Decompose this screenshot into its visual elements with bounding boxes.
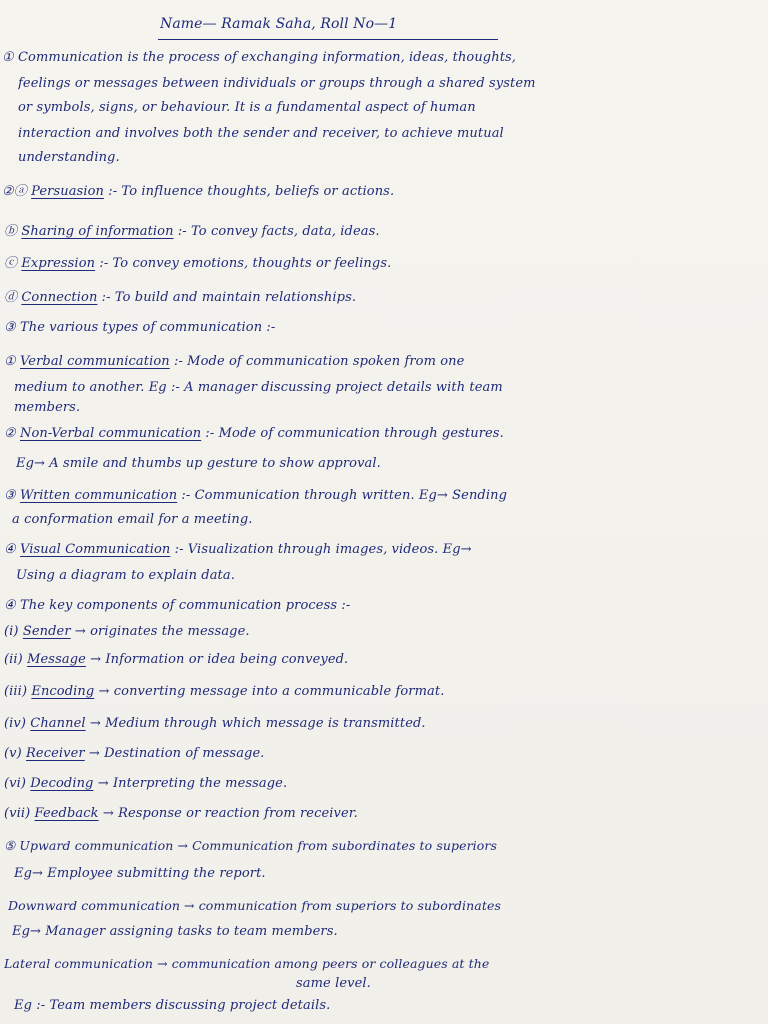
line-marker: ⓑ	[4, 224, 18, 239]
line-text: or symbols, signs, or behaviour. It is a fundamental aspect of human	[18, 100, 476, 115]
line-term: Channel	[30, 716, 86, 731]
note-line	[8, 898, 768, 913]
note-line	[2, 50, 768, 65]
note-line	[14, 866, 768, 881]
line-text: → originates the message.	[70, 624, 250, 639]
line-term: Connection	[21, 290, 98, 305]
line-marker: ⑤	[4, 838, 16, 853]
line-text: :- To influence thoughts, beliefs or actions.	[104, 184, 395, 199]
line-text: Eg→ A smile and thumbs up gesture to show approval.	[16, 456, 381, 471]
note-line	[18, 100, 768, 115]
line-text: :- Mode of communication through gestures.	[201, 426, 504, 441]
note-line	[16, 568, 768, 583]
line-text: → communication from superiors to subordinates	[179, 898, 501, 913]
line-text: The various types of communication :-	[20, 320, 276, 335]
line-text: :- To build and maintain relationships.	[97, 290, 357, 305]
note-line	[4, 806, 768, 821]
line-term: Persuasion	[31, 184, 104, 199]
line-marker: ⓓ	[4, 290, 18, 305]
line-marker: ①	[2, 50, 14, 65]
line-marker: ④	[4, 542, 16, 557]
line-marker: ④	[4, 598, 16, 613]
note-line	[4, 542, 768, 557]
note-line	[18, 76, 768, 91]
line-text: → Interpreting the message.	[93, 776, 288, 791]
line-text: members.	[14, 400, 81, 415]
note-line	[14, 998, 768, 1013]
line-text: → communication among peers or colleagues at the	[153, 956, 490, 971]
note-line	[296, 976, 768, 991]
line-term: Visual Communication	[20, 542, 171, 557]
line-marker: (iii)	[4, 684, 28, 699]
line-marker: (vii)	[4, 806, 31, 821]
note-line	[12, 512, 768, 527]
note-line	[2, 180, 768, 199]
line-text: :- Communication through written. Eg→ Sending	[177, 488, 507, 503]
line-text: Eg→ Manager assigning tasks to team members.	[12, 924, 338, 939]
line-term: Written communication	[20, 488, 178, 503]
note-line	[4, 320, 768, 335]
line-term: Encoding	[31, 684, 95, 699]
line-text: Using a diagram to explain data.	[16, 568, 235, 583]
line-marker: (vi)	[4, 776, 27, 791]
line-term: Verbal communication	[20, 354, 170, 369]
line-term: Receiver	[26, 746, 85, 761]
line-text: The key components of communication process :-	[20, 598, 351, 613]
line-text: Eg :- Team members discussing project details.	[14, 998, 331, 1013]
line-term: Non-Verbal communication	[20, 426, 202, 441]
line-marker: ③	[4, 320, 16, 335]
line-marker: ③	[4, 488, 16, 503]
line-marker: (ii)	[4, 652, 23, 667]
line-text: :- To convey emotions, thoughts or feelings.	[95, 256, 392, 271]
note-line	[4, 286, 768, 305]
line-marker: ⓒ	[4, 256, 18, 271]
line-marker: ②	[4, 426, 16, 441]
note-line	[4, 624, 768, 639]
line-term: Message	[27, 652, 86, 667]
line-term: Sharing of information	[21, 224, 174, 239]
note-line	[4, 426, 768, 441]
line-marker: (i)	[4, 624, 19, 639]
note-line	[4, 684, 768, 699]
note-line	[4, 652, 768, 667]
line-text: feelings or messages between individuals or groups through a shared system	[18, 76, 536, 91]
line-text: → Communication from subordinates to superiors	[173, 838, 497, 853]
line-text: :- To convey facts, data, ideas.	[173, 224, 380, 239]
line-text: a conformation email for a meeting.	[12, 512, 253, 527]
note-line	[4, 252, 768, 271]
line-term: Downward communication	[8, 898, 180, 913]
note-line	[4, 598, 768, 613]
line-term: Sender	[22, 624, 71, 639]
note-line	[4, 354, 768, 369]
line-text: :- Mode of communication spoken from one	[169, 354, 465, 369]
title-underline	[158, 39, 498, 40]
note-line	[4, 716, 768, 731]
note-line	[18, 150, 768, 165]
line-text: Communication is the process of exchanging information, ideas, thoughts,	[18, 50, 517, 65]
note-line	[4, 220, 768, 239]
note-line	[4, 776, 768, 791]
line-term: Expression	[21, 256, 96, 271]
line-text: → Medium through which message is transmitted.	[85, 716, 426, 731]
line-text: → Response or reaction from receiver.	[98, 806, 358, 821]
line-marker: (iv)	[4, 716, 27, 731]
line-text: → converting message into a communicable format.	[94, 684, 445, 699]
page-title: Name— Ramak Saha, Roll No—1	[160, 16, 398, 32]
line-term: Upward communication	[19, 838, 174, 853]
note-line	[16, 456, 768, 471]
line-marker: (v)	[4, 746, 22, 761]
line-text: medium to another. Eg :- A manager discussing project details with team	[14, 380, 503, 395]
line-marker: ②ⓐ	[2, 184, 27, 199]
line-text: interaction and involves both the sender and receiver, to achieve mutual	[18, 126, 504, 141]
line-text: understanding.	[18, 150, 120, 165]
note-line	[4, 746, 768, 761]
line-text: :- Visualization through images, videos. Eg→	[170, 542, 472, 557]
note-line	[12, 924, 768, 939]
line-term: Decoding	[30, 776, 94, 791]
note-line	[14, 380, 768, 395]
line-text: same level.	[296, 976, 371, 991]
note-line	[4, 838, 768, 853]
line-marker: ①	[4, 354, 16, 369]
line-term: Lateral communication	[4, 956, 154, 971]
line-text: → Information or idea being conveyed.	[85, 652, 349, 667]
note-line	[18, 126, 768, 141]
line-text: Eg→ Employee submitting the report.	[14, 866, 266, 881]
note-line	[14, 400, 768, 415]
note-line	[4, 956, 768, 971]
line-text: → Destination of message.	[84, 746, 265, 761]
note-line	[4, 488, 768, 503]
line-term: Feedback	[34, 806, 99, 821]
